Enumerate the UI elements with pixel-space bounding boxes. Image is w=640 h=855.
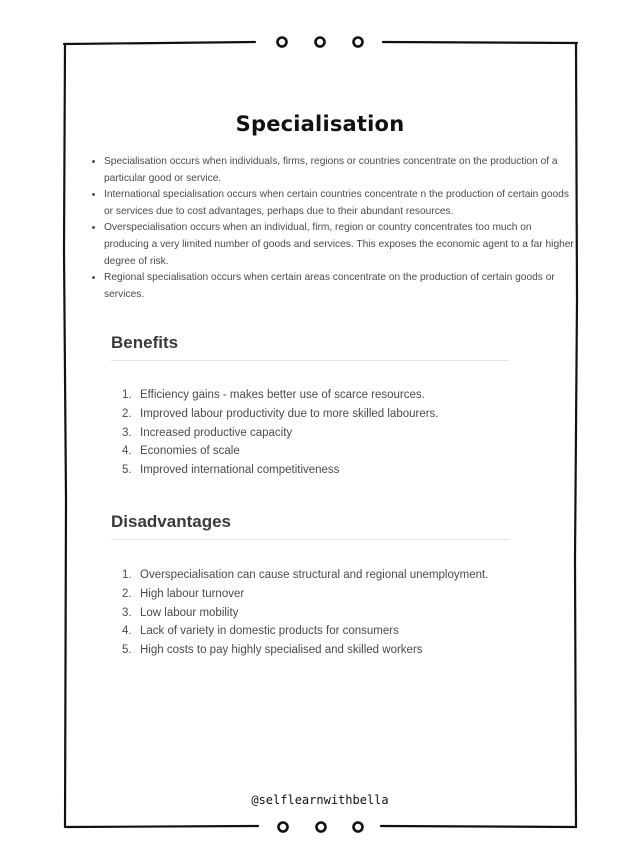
list-item bbox=[122, 386, 542, 405]
item-text: Increased productive capacity bbox=[140, 426, 293, 439]
item-text: High labour turnover bbox=[140, 587, 245, 600]
list-item bbox=[122, 405, 542, 424]
item-number: 4. bbox=[122, 625, 132, 638]
item-text: High costs to pay highly specialised and skilled workers bbox=[140, 644, 423, 657]
disadvantages-list bbox=[122, 566, 542, 660]
item-number: 3. bbox=[122, 426, 132, 439]
intro-bullet-list bbox=[87, 154, 574, 303]
item-number: 3. bbox=[122, 606, 132, 619]
item-number: 5. bbox=[122, 644, 132, 657]
item-number: 2. bbox=[122, 407, 132, 420]
list-item: • International specialisation occurs when certain countries concentrate n the production of certain goods or services due to cost advantages, perhaps due to their abundant resources. bbox=[104, 187, 574, 220]
list-item: • Regional specialisation occurs when certain areas concentrate on the production of certain goods or services. bbox=[104, 270, 574, 303]
binder-ring-icon bbox=[278, 38, 363, 47]
list-item bbox=[122, 424, 542, 443]
item-text: Improved international competitiveness bbox=[140, 464, 340, 477]
item-text: Efficiency gains - makes better use of scarce resources. bbox=[140, 389, 425, 401]
item-text: Economies of scale bbox=[140, 445, 240, 458]
binder-ring-icon bbox=[279, 823, 363, 832]
list-item bbox=[122, 604, 542, 623]
item-text: Improved labour productivity due to more skilled labourers. bbox=[140, 407, 439, 420]
author-handle: @selflearnwithbella bbox=[251, 793, 389, 807]
list-item bbox=[122, 442, 542, 461]
benefits-heading: Benefits bbox=[111, 333, 508, 361]
page-title: Specialisation bbox=[235, 112, 405, 136]
list-item bbox=[122, 461, 542, 480]
disadvantages-heading: Disadvantages bbox=[111, 512, 508, 540]
benefits-list bbox=[122, 386, 542, 480]
item-number: 5. bbox=[122, 464, 132, 477]
list-item bbox=[122, 622, 542, 641]
list-item bbox=[122, 585, 542, 604]
list-item bbox=[122, 641, 542, 660]
item-text: Overspecialisation can cause structural and regional unemployment. bbox=[140, 569, 489, 581]
list-item bbox=[122, 566, 542, 585]
item-number: 2. bbox=[122, 587, 132, 600]
item-number: 4. bbox=[122, 445, 132, 458]
item-number: 1. bbox=[122, 569, 132, 581]
item-number: 1. bbox=[122, 389, 132, 401]
list-item: • Specialisation occurs when individuals, firms, regions or countries concentrate on the production of a particular good or service. bbox=[104, 154, 574, 187]
item-text: Lack of variety in domestic products for consumers bbox=[140, 625, 399, 638]
list-item: • Overspecialisation occurs when an individual, firm, region or country concentrates too much on producing a very limited number of goods and services. This exposes the economic agent to a far higher degree of risk. bbox=[104, 220, 574, 270]
item-text: Low labour mobility bbox=[140, 606, 239, 619]
